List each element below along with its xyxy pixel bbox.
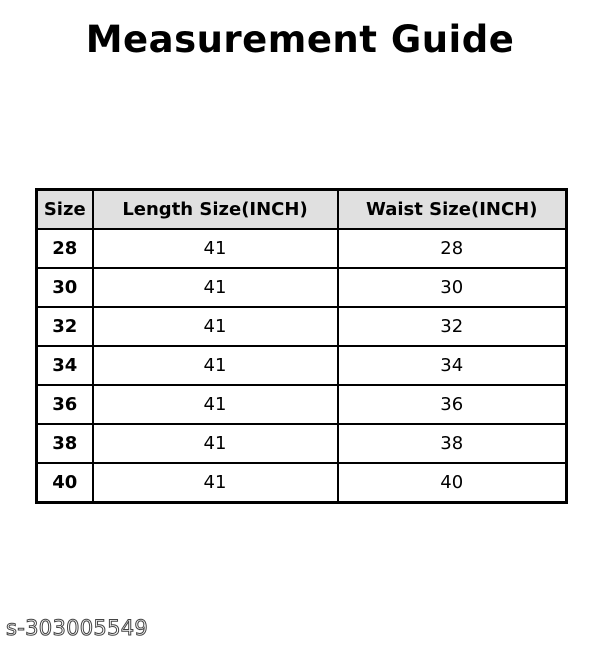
size-cell: 36 bbox=[37, 385, 93, 424]
table-row bbox=[37, 346, 567, 385]
table-row bbox=[37, 463, 567, 503]
size-cell: 30 bbox=[37, 268, 93, 307]
length-cell: 41 bbox=[93, 229, 338, 268]
waist-cell: 36 bbox=[338, 385, 567, 424]
waist-cell: 40 bbox=[338, 463, 567, 503]
size-cell: 34 bbox=[37, 346, 93, 385]
length-cell: 41 bbox=[93, 463, 338, 503]
waist-cell: 38 bbox=[338, 424, 567, 463]
page-title: Measurement Guide bbox=[85, 18, 515, 61]
waist-cell: 30 bbox=[338, 268, 567, 307]
table-row bbox=[37, 229, 567, 268]
header-length-size: Length Size(INCH) bbox=[93, 190, 338, 230]
size-cell: 38 bbox=[37, 424, 93, 463]
length-cell: 41 bbox=[93, 307, 338, 346]
table-row bbox=[37, 424, 567, 463]
size-cell: 40 bbox=[37, 463, 93, 503]
table-row bbox=[37, 268, 567, 307]
size-cell: 28 bbox=[37, 229, 93, 268]
waist-cell: 32 bbox=[338, 307, 567, 346]
table-row bbox=[37, 307, 567, 346]
waist-cell: 34 bbox=[338, 346, 567, 385]
product-code-watermark: s-303005549 bbox=[6, 616, 149, 640]
waist-cell: 28 bbox=[338, 229, 567, 268]
length-cell: 41 bbox=[93, 385, 338, 424]
table-header-row bbox=[37, 190, 567, 230]
length-cell: 41 bbox=[93, 424, 338, 463]
size-cell: 32 bbox=[37, 307, 93, 346]
header-waist-size: Waist Size(INCH) bbox=[338, 190, 567, 230]
length-cell: 41 bbox=[93, 268, 338, 307]
measurement-table bbox=[35, 188, 568, 504]
measurement-table-container bbox=[35, 188, 565, 504]
length-cell: 41 bbox=[93, 346, 338, 385]
table-row bbox=[37, 385, 567, 424]
header-size: Size bbox=[37, 190, 93, 230]
